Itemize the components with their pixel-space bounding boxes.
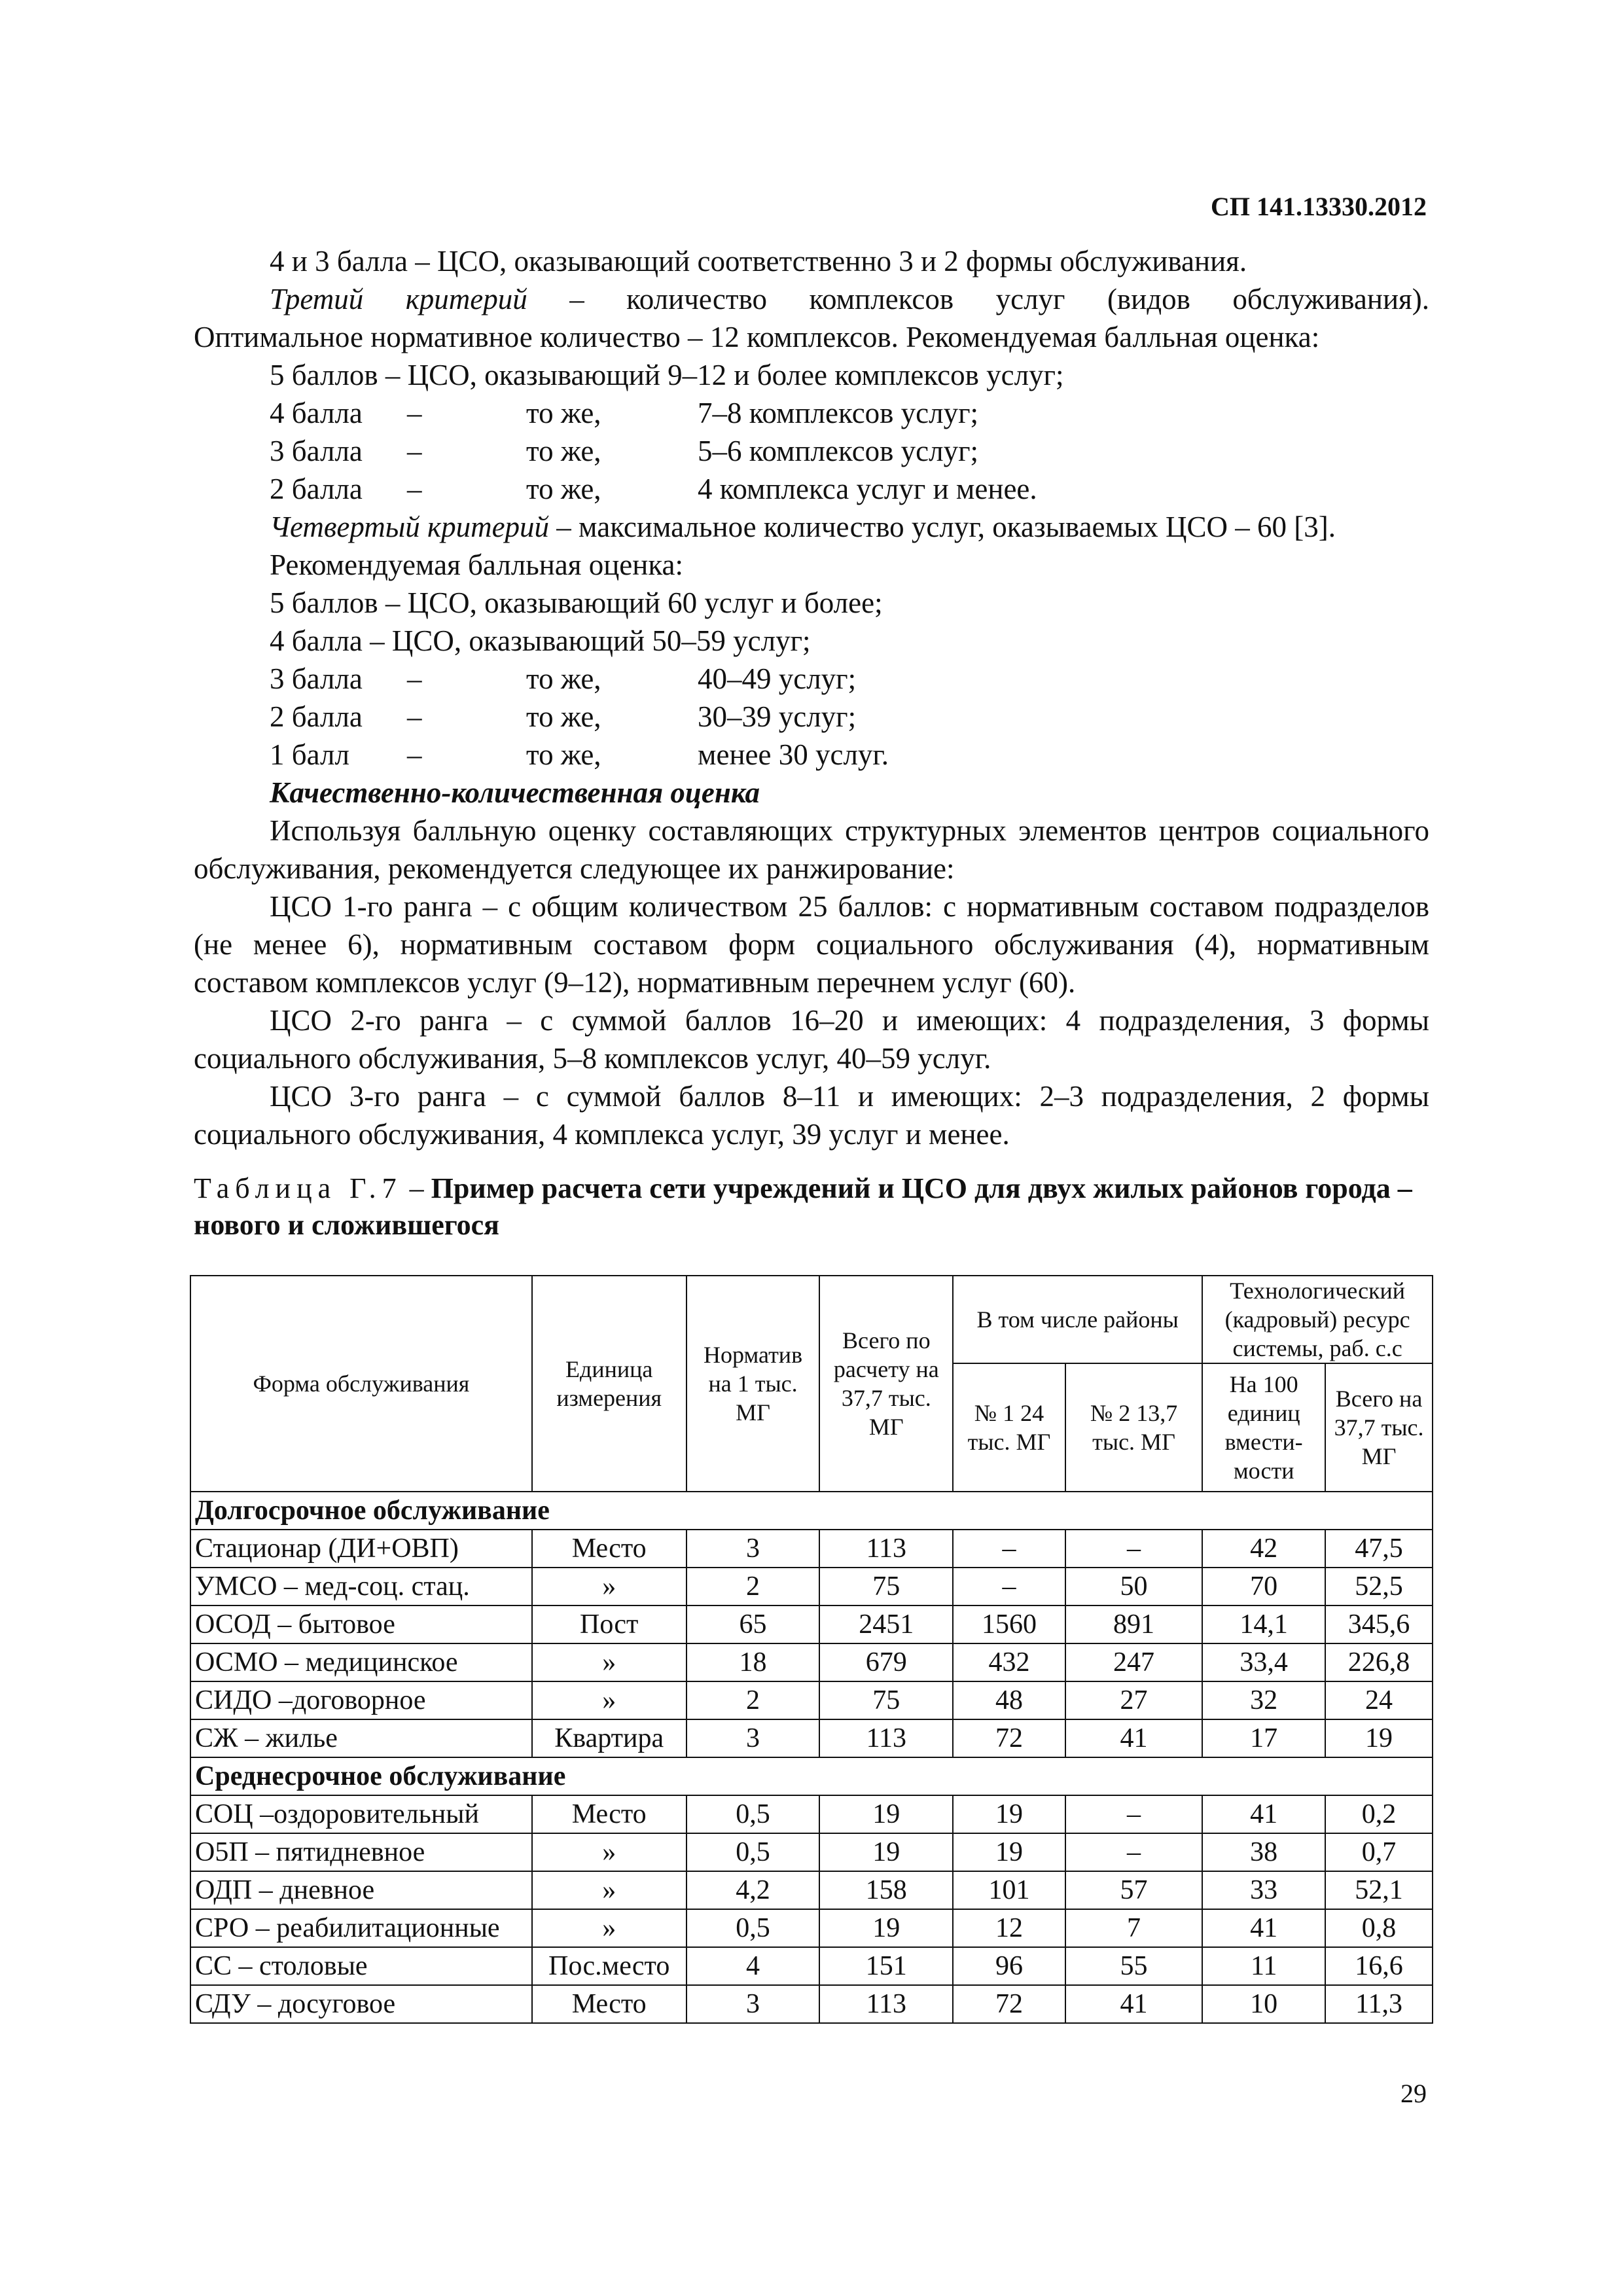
cell-district-2: –	[1065, 1530, 1202, 1568]
cell-unit: »	[532, 1681, 687, 1719]
cell-norm: 18	[687, 1643, 820, 1681]
section-heading: Качественно-количественная оценка	[270, 776, 760, 809]
cell-per-100: 41	[1202, 1909, 1325, 1947]
cell-per-100: 32	[1202, 1681, 1325, 1719]
table-row	[190, 1947, 1433, 1985]
cell-norm: 4,2	[687, 1871, 820, 1909]
cell-unit: »	[532, 1909, 687, 1947]
header-district-1: № 1 24 тыс. МГ	[953, 1363, 1065, 1492]
header-form: Форма обслуживания	[190, 1276, 532, 1492]
cell-form: СИДО –договорное	[190, 1681, 532, 1719]
table-row	[190, 1681, 1433, 1719]
header-tech-resource: Технологический (кадровый) ресурс системы, раб. с.с	[1202, 1276, 1433, 1363]
cell-per-100: 38	[1202, 1833, 1325, 1871]
cell-form: УМСО – мед-соц. стац.	[190, 1568, 532, 1605]
cell-unit: Место	[532, 1795, 687, 1833]
score-dash: –	[407, 435, 422, 467]
score-row	[194, 698, 1429, 736]
cell-unit: Место	[532, 1530, 687, 1568]
score-same: то же,	[526, 700, 601, 733]
cell-district-2: –	[1065, 1795, 1202, 1833]
cell-district-2: 41	[1065, 1719, 1202, 1757]
cell-district-1: 1560	[953, 1605, 1065, 1643]
cell-district-1: 72	[953, 1719, 1065, 1757]
criterion-4-text: – максимальное количество услуг, оказываемых ЦСО – 60 [3].	[549, 511, 1336, 543]
score-same: то же,	[526, 738, 601, 771]
cell-form: СОЦ –оздоровительный	[190, 1795, 532, 1833]
header-district-2: № 2 13,7 тыс. МГ	[1065, 1363, 1202, 1492]
table-label: Таблица Г.7	[194, 1172, 402, 1204]
cell-district-1: 72	[953, 1985, 1065, 2023]
score-desc: 30–39 услуг;	[698, 700, 857, 733]
score-same: то же,	[526, 435, 601, 467]
score-desc: 4 комплекса услуг и менее.	[698, 473, 1037, 505]
body-text	[194, 242, 1429, 1153]
score-row	[194, 432, 1429, 470]
paragraph-line: 4 и 3 балла – ЦСО, оказывающий соответственно 3 и 2 формы обслуживания.	[270, 245, 1247, 278]
table-title: Пример расчета сети учреждений и ЦСО для двух жилых районов города – нового и сложившегося	[194, 1172, 1412, 1241]
cell-all: 19	[1325, 1719, 1433, 1757]
cell-norm: 2	[687, 1681, 820, 1719]
cell-total: 679	[819, 1643, 953, 1681]
cell-unit: Квартира	[532, 1719, 687, 1757]
criterion-3-name: Третий критерий	[270, 283, 527, 315]
cell-form: О5П – пятидневное	[190, 1833, 532, 1871]
score-row	[194, 736, 1429, 774]
cell-all: 24	[1325, 1681, 1433, 1719]
cell-district-1: 101	[953, 1871, 1065, 1909]
cell-norm: 65	[687, 1605, 820, 1643]
cell-unit: »	[532, 1871, 687, 1909]
section-row-mid-term: Среднесрочное обслуживание	[190, 1757, 1433, 1795]
score-row	[194, 660, 1429, 698]
cell-form: ОСОД – бытовое	[190, 1605, 532, 1643]
score-dash: –	[407, 397, 422, 429]
cell-district-1: 19	[953, 1833, 1065, 1871]
paragraph: ЦСО 1-го ранга – с общим количеством 25 баллов: с нормативным составом подразделов (не менее 6), нормативным составом форм социального обслуживания (4), нормативным составом комплексов услуг (9–12), нормативным перечнем услуг (60).	[194, 890, 1429, 999]
criterion-3-text: – количество комплексов услуг (видов обслуживания).	[527, 283, 1429, 315]
score-row	[194, 470, 1429, 508]
header-total: Всего по расчету на 37,7 тыс. МГ	[819, 1276, 953, 1492]
cell-form: СЖ – жилье	[190, 1719, 532, 1757]
score-label: 2 балла	[270, 700, 363, 733]
cell-district-2: 891	[1065, 1605, 1202, 1643]
cell-form: СДУ – досуговое	[190, 1985, 532, 2023]
cell-district-1: 432	[953, 1643, 1065, 1681]
score-same: то же,	[526, 473, 601, 505]
cell-all: 52,5	[1325, 1568, 1433, 1605]
table-caption	[194, 1170, 1429, 1244]
cell-total: 75	[819, 1681, 953, 1719]
cell-district-2: 50	[1065, 1568, 1202, 1605]
score-line: 4 балла – ЦСО, оказывающий 50–59 услуг;	[270, 624, 811, 657]
cell-unit: Пос.место	[532, 1947, 687, 1985]
cell-norm: 0,5	[687, 1833, 820, 1871]
cell-all: 0,8	[1325, 1909, 1433, 1947]
table-row	[190, 1871, 1433, 1909]
calculation-table	[190, 1275, 1433, 2024]
header-per-100: На 100 единиц вмести-мости	[1202, 1363, 1325, 1492]
cell-per-100: 11	[1202, 1947, 1325, 1985]
cell-all: 52,1	[1325, 1871, 1433, 1909]
criterion-4-line	[194, 508, 1429, 546]
paragraph: ЦСО 3-го ранга – с суммой баллов 8–11 и имеющих: 2–3 подразделения, 2 формы социального обслуживания, 4 комплекса услуг, 39 услуг и менее.	[194, 1080, 1429, 1151]
header-unit: Единица измерения	[532, 1276, 687, 1492]
score-line: 5 баллов – ЦСО, оказывающий 60 услуг и более;	[270, 586, 883, 619]
criterion-4-line2: Рекомендуемая балльная оценка:	[270, 548, 684, 581]
score-label: 3 балла	[270, 662, 363, 695]
cell-district-1: 96	[953, 1947, 1065, 1985]
table-row	[190, 1719, 1433, 1757]
score-desc: менее 30 услуг.	[698, 738, 889, 771]
table-row	[190, 1985, 1433, 2023]
cell-form: ОСМО – медицинское	[190, 1643, 532, 1681]
cell-total: 151	[819, 1947, 953, 1985]
document-code-header: СП 141.13330.2012	[1211, 192, 1427, 221]
table-caption-dash: –	[402, 1172, 431, 1204]
cell-per-100: 41	[1202, 1795, 1325, 1833]
cell-district-1: 12	[953, 1909, 1065, 1947]
paragraph: ЦСО 2-го ранга – с суммой баллов 16–20 и имеющих: 4 подразделения, 3 формы социального обслуживания, 5–8 комплексов услуг, 40–59 услуг.	[194, 1004, 1429, 1075]
table-row	[190, 1568, 1433, 1605]
score-dash: –	[407, 473, 422, 505]
score-line: 5 баллов – ЦСО, оказывающий 9–12 и более комплексов услуг;	[270, 359, 1064, 391]
cell-district-2: 7	[1065, 1909, 1202, 1947]
cell-per-100: 17	[1202, 1719, 1325, 1757]
cell-norm: 0,5	[687, 1795, 820, 1833]
cell-total: 158	[819, 1871, 953, 1909]
cell-unit: Пост	[532, 1605, 687, 1643]
cell-total: 113	[819, 1530, 953, 1568]
cell-norm: 3	[687, 1985, 820, 2023]
table-row	[190, 1530, 1433, 1568]
cell-per-100: 10	[1202, 1985, 1325, 2023]
score-dash: –	[407, 662, 422, 695]
cell-unit: »	[532, 1643, 687, 1681]
cell-district-2: 247	[1065, 1643, 1202, 1681]
score-same: то же,	[526, 397, 601, 429]
cell-unit: »	[532, 1568, 687, 1605]
cell-all: 16,6	[1325, 1947, 1433, 1985]
score-label: 4 балла	[270, 397, 363, 429]
score-dash: –	[407, 700, 422, 733]
cell-form: СРО – реабилитационные	[190, 1909, 532, 1947]
cell-total: 113	[819, 1719, 953, 1757]
score-label: 1 балл	[270, 738, 349, 771]
cell-district-2: 27	[1065, 1681, 1202, 1719]
score-row	[194, 394, 1429, 432]
cell-total: 2451	[819, 1605, 953, 1643]
cell-norm: 0,5	[687, 1909, 820, 1947]
header-all: Всего на 37,7 тыс. МГ	[1325, 1363, 1433, 1492]
cell-total: 19	[819, 1795, 953, 1833]
cell-district-1: –	[953, 1530, 1065, 1568]
cell-per-100: 14,1	[1202, 1605, 1325, 1643]
score-desc: 40–49 услуг;	[698, 662, 857, 695]
score-dash: –	[407, 738, 422, 771]
cell-total: 19	[819, 1909, 953, 1947]
header-districts: В том числе районы	[953, 1276, 1202, 1363]
cell-all: 226,8	[1325, 1643, 1433, 1681]
cell-per-100: 42	[1202, 1530, 1325, 1568]
section-row-long-term: Долгосрочное обслуживание	[190, 1492, 1433, 1530]
cell-district-2: 41	[1065, 1985, 1202, 2023]
cell-district-2: 55	[1065, 1947, 1202, 1985]
score-label: 2 балла	[270, 473, 363, 505]
criterion-4-name: Четвертый критерий	[270, 511, 550, 543]
page-number: 29	[1400, 2079, 1427, 2108]
cell-district-2: –	[1065, 1833, 1202, 1871]
score-same: то же,	[526, 662, 601, 695]
paragraph: Используя балльную оценку составляющих структурных элементов центров социального обслуживания, рекомендуется следующее их ранжирование:	[194, 814, 1429, 885]
score-desc: 5–6 комплексов услуг;	[698, 435, 979, 467]
cell-form: Стационар (ДИ+ОВП)	[190, 1530, 532, 1568]
score-label: 3 балла	[270, 435, 363, 467]
cell-norm: 4	[687, 1947, 820, 1985]
criterion-3-line	[194, 280, 1429, 318]
table-row	[190, 1795, 1433, 1833]
cell-district-2: 57	[1065, 1871, 1202, 1909]
cell-all: 11,3	[1325, 1985, 1433, 2023]
cell-all: 345,6	[1325, 1605, 1433, 1643]
cell-unit: Место	[532, 1985, 687, 2023]
score-desc: 7–8 комплексов услуг;	[698, 397, 979, 429]
header-norm: Норматив на 1 тыс. МГ	[687, 1276, 820, 1492]
cell-per-100: 70	[1202, 1568, 1325, 1605]
table-row	[190, 1605, 1433, 1643]
cell-form: СС – столовые	[190, 1947, 532, 1985]
cell-district-1: 19	[953, 1795, 1065, 1833]
criterion-3-line2: Оптимальное нормативное количество – 12 комплексов. Рекомендуемая балльная оценка:	[194, 321, 1320, 353]
table-row	[190, 1833, 1433, 1871]
cell-norm: 3	[687, 1530, 820, 1568]
cell-total: 19	[819, 1833, 953, 1871]
cell-district-1: –	[953, 1568, 1065, 1605]
cell-total: 75	[819, 1568, 953, 1605]
cell-norm: 3	[687, 1719, 820, 1757]
cell-all: 0,2	[1325, 1795, 1433, 1833]
table-row	[190, 1643, 1433, 1681]
cell-per-100: 33,4	[1202, 1643, 1325, 1681]
cell-norm: 2	[687, 1568, 820, 1605]
cell-per-100: 33	[1202, 1871, 1325, 1909]
cell-district-1: 48	[953, 1681, 1065, 1719]
cell-unit: »	[532, 1833, 687, 1871]
cell-total: 113	[819, 1985, 953, 2023]
table-row	[190, 1909, 1433, 1947]
cell-form: ОДП – дневное	[190, 1871, 532, 1909]
cell-all: 0,7	[1325, 1833, 1433, 1871]
cell-all: 47,5	[1325, 1530, 1433, 1568]
